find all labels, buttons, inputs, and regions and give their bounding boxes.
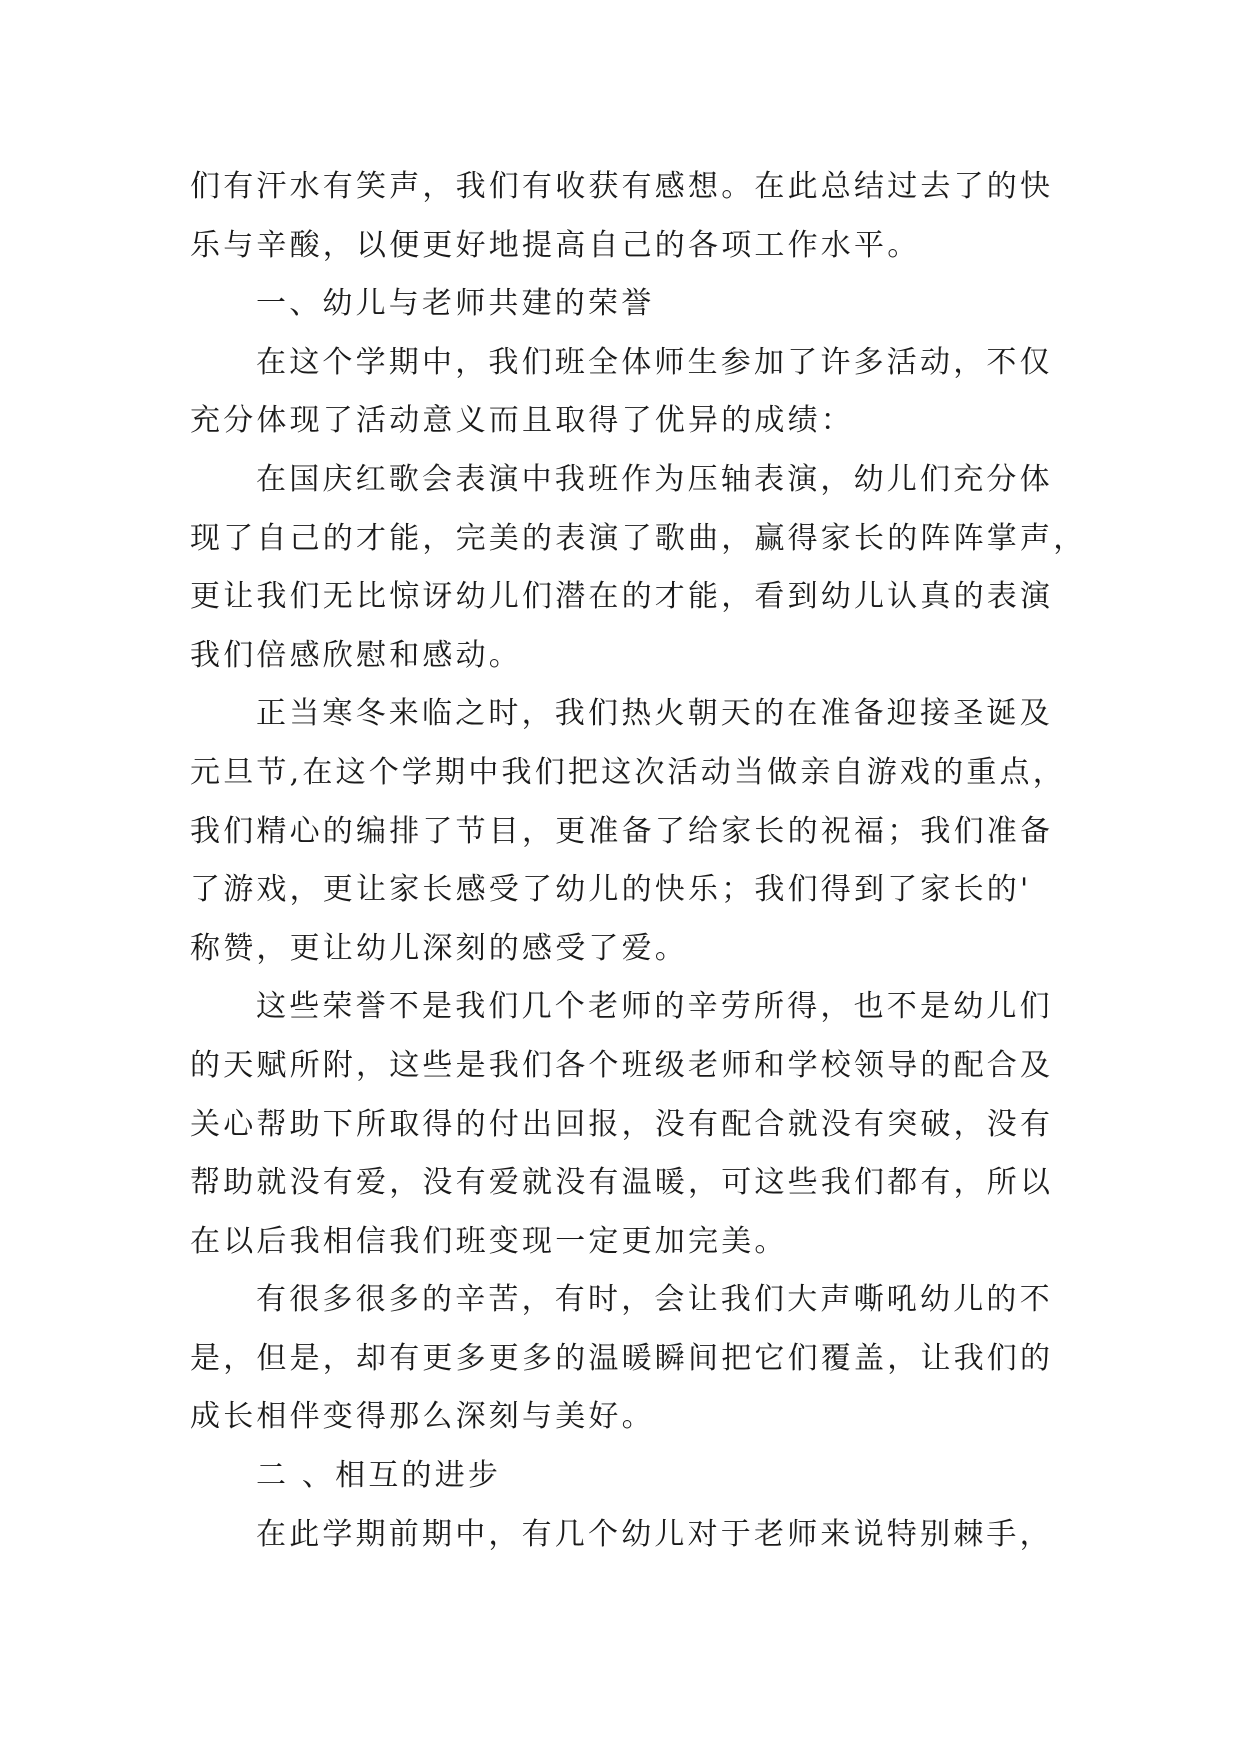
text-line: 充分体现了活动意义而且取得了优异的成绩： xyxy=(190,403,854,439)
paragraph-start-line: 在这个学期中，我们班全体师生参加了许多活动，不仅 xyxy=(256,344,1053,380)
text-line: 元旦节,在这个学期中我们把这次活动当做亲自游戏的重点， xyxy=(190,754,1066,790)
text-line: 帮助就没有爱，没有爱就没有温暖，可这些我们都有，所以 xyxy=(190,1165,1054,1201)
paragraph-start-line: 有很多很多的辛苦，有时，会让我们大声嘶吼幼儿的不 xyxy=(256,1282,1053,1318)
text-line: 们有汗水有笑声，我们有收获有感想。在此总结过去了的快 xyxy=(190,169,1054,204)
text-line: 关心帮助下所取得的付出回报，没有配合就没有突破，没有 xyxy=(190,1106,1054,1142)
text-line: 现了自己的才能，完美的表演了歌曲，赢得家长的阵阵掌声， xyxy=(190,520,1087,556)
paragraph-start-line: 在国庆红歌会表演中我班作为压轴表演，幼儿们充分体 xyxy=(256,461,1053,497)
section-heading: 一、幼儿与老师共建的荣誉 xyxy=(256,286,655,322)
text-line: 我们倍感欣慰和感动。 xyxy=(190,637,522,673)
paragraph-start-line: 这些荣誉不是我们几个老师的辛劳所得，也不是幼儿们 xyxy=(256,989,1053,1025)
text-line: 是，但是，却有更多更多的温暖瞬间把它们覆盖，让我们的 xyxy=(190,1340,1054,1376)
text-line: 了游戏，更让家长感受了幼儿的快乐；我们得到了家长的' xyxy=(190,872,1032,908)
text-line: 我们精心的编排了节目，更准备了给家长的祝福；我们准备 xyxy=(190,813,1054,849)
text-line: 乐与辛酸，以便更好地提高自己的各项工作水平。 xyxy=(190,227,921,263)
text-line: 称赞，更让幼儿深刻的感受了爱。 xyxy=(190,930,688,966)
text-line: 的天赋所附，这些是我们各个班级老师和学校领导的配合及 xyxy=(190,1047,1054,1083)
text-line: 成长相伴变得那么深刻与美好。 xyxy=(190,1399,655,1435)
text-line: 更让我们无比惊讶幼儿们潜在的才能，看到幼儿认真的表演 xyxy=(190,579,1054,615)
text-line: 在以后我相信我们班变现一定更加完美。 xyxy=(190,1223,788,1259)
paragraph-start-line: 在此学期前期中，有几个幼儿对于老师来说特别棘手， xyxy=(256,1516,1053,1552)
document-body xyxy=(190,158,1087,1564)
section-heading: 二 、相互的进步 xyxy=(256,1458,502,1494)
paragraph-start-line: 正当寒冬来临之时，我们热火朝天的在准备迎接圣诞及 xyxy=(256,696,1053,732)
